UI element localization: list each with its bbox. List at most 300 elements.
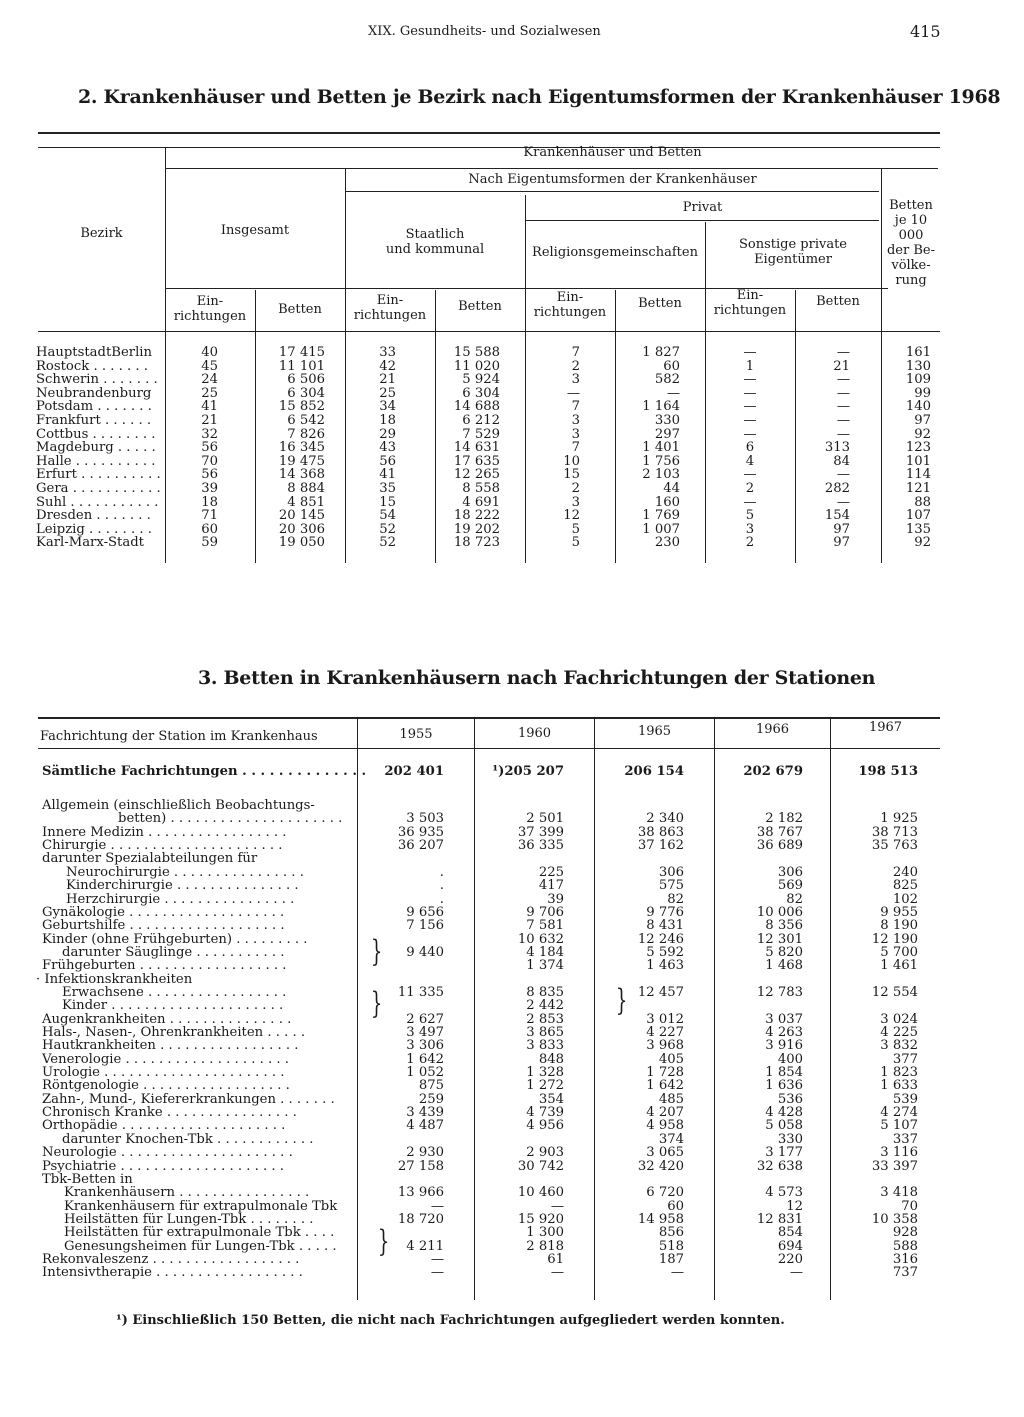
row-label: darunter Spezialabteilungen für bbox=[42, 851, 258, 867]
brace-icon: } bbox=[370, 934, 383, 969]
table-cell: 3 bbox=[571, 426, 580, 442]
table-cell: 7 156 bbox=[406, 918, 444, 934]
table-cell: 5 107 bbox=[880, 1118, 918, 1134]
table-cell: 3 833 bbox=[526, 1038, 564, 1054]
table-cell: 3 832 bbox=[880, 1038, 918, 1054]
table-cell: 71 bbox=[201, 508, 218, 524]
row-label: Kinder (ohne Frühgeburten) . . . . . . . . . bbox=[42, 931, 308, 947]
table-cell: 29 bbox=[379, 426, 396, 442]
table-cell: 154 bbox=[824, 508, 850, 524]
table-cell: 5 058 bbox=[765, 1118, 803, 1134]
table-cell: 36 335 bbox=[517, 838, 564, 853]
table-cell: 33 397 bbox=[871, 1158, 918, 1174]
table-cell: — bbox=[743, 494, 757, 510]
table-cell: 61 bbox=[547, 1251, 564, 1267]
table-cell: 15 bbox=[379, 494, 396, 510]
table-cell: 187 bbox=[658, 1251, 684, 1267]
table-cell: — bbox=[743, 399, 757, 415]
table-cell: 6 542 bbox=[287, 413, 325, 428]
table-cell: 12 246 bbox=[637, 931, 684, 947]
table-cell: 12 265 bbox=[453, 467, 500, 483]
t2-einr-header: Ein- richtungen bbox=[353, 293, 427, 323]
table-cell: 19 050 bbox=[278, 535, 325, 551]
page-number: 415 bbox=[910, 22, 941, 41]
table-cell: 92 bbox=[914, 535, 931, 551]
row-label: Neurologie . . . . . . . . . . . . . . . . . . . . . bbox=[42, 1145, 293, 1161]
row-label: betten) . . . . . . . . . . . . . . . . . . . . . bbox=[118, 811, 343, 827]
table-cell: 3 503 bbox=[406, 811, 444, 827]
table-cell: 875 bbox=[418, 1078, 444, 1094]
table-cell: 306 bbox=[777, 864, 803, 880]
table-cell: 1 272 bbox=[526, 1078, 564, 1094]
table-cell: 536 bbox=[777, 1091, 803, 1107]
table-cell: 1 636 bbox=[765, 1078, 803, 1094]
row-label: Potsdam . . . . . . . bbox=[36, 399, 152, 415]
table-cell: 2 bbox=[745, 481, 755, 496]
table-cell: 82 bbox=[667, 891, 684, 907]
row-label: Halle . . . . . . . . . . bbox=[36, 453, 156, 469]
table-cell: 15 bbox=[563, 467, 580, 483]
table-cell: 306 bbox=[658, 864, 684, 880]
table-cell: 45 bbox=[201, 358, 218, 374]
table-cell: 9 706 bbox=[526, 904, 564, 920]
table-cell: 3 bbox=[571, 413, 580, 428]
row-label: · Infektionskrankheiten bbox=[36, 971, 193, 987]
brace-icon: } bbox=[377, 1224, 390, 1259]
table-cell: 1 642 bbox=[406, 1051, 444, 1067]
table-cell: 1 bbox=[745, 358, 755, 374]
table-cell: 18 bbox=[379, 413, 396, 428]
table-cell: 6 720 bbox=[646, 1185, 684, 1201]
t3-year-1960: 1960 bbox=[517, 726, 552, 741]
row-label: Kinderchirurgie . . . . . . . . . . . . . . . bbox=[66, 878, 299, 894]
row-label: Rekonvaleszenz . . . . . . . . . . . . . . . . . . bbox=[42, 1251, 300, 1267]
table-cell: 1 374 bbox=[526, 958, 564, 974]
t2-betten-header: Betten bbox=[638, 296, 682, 311]
table-cell: 6 304 bbox=[462, 385, 500, 401]
table-cell: 5 bbox=[571, 521, 580, 537]
table-cell: 3 968 bbox=[646, 1038, 684, 1054]
table-cell: 1 769 bbox=[642, 508, 680, 524]
row-label: Herzchirurgie . . . . . . . . . . . . . . . . bbox=[66, 891, 295, 907]
row-label: Erwachsene . . . . . . . . . . . . . . . . . bbox=[62, 984, 287, 1000]
row-label: Frühgeburten . . . . . . . . . . . . . . . . . . bbox=[42, 958, 287, 974]
table-cell: 4 184 bbox=[526, 944, 564, 960]
table-cell: 3 bbox=[571, 494, 580, 510]
table-cell: — bbox=[666, 385, 680, 401]
table-cell: 4 bbox=[745, 453, 755, 469]
table-cell: 3 037 bbox=[765, 1011, 803, 1027]
row-label: Orthopädie . . . . . . . . . . . . . . . . . . . . bbox=[42, 1118, 286, 1134]
table-cell: 130 bbox=[905, 358, 931, 374]
table-cell: 4 739 bbox=[526, 1105, 564, 1120]
table-cell: 12 190 bbox=[871, 931, 918, 947]
table-cell: 35 763 bbox=[871, 838, 918, 853]
table-cell: 17 415 bbox=[278, 345, 325, 360]
table-cell: 2 930 bbox=[406, 1145, 444, 1161]
table-cell: 7 581 bbox=[526, 918, 564, 934]
table-cell: 3 306 bbox=[406, 1038, 444, 1054]
row-label: Urologie . . . . . . . . . . . . . . . . . . . . . . bbox=[42, 1065, 285, 1080]
table-cell: 20 145 bbox=[278, 508, 325, 524]
t2-privat-header: Privat bbox=[682, 200, 723, 215]
table-cell: 1 642 bbox=[646, 1078, 684, 1094]
table-cell: 40 bbox=[201, 345, 218, 360]
table-cell: 21 bbox=[201, 413, 218, 428]
row-label: Sämtliche Fachrichtungen . . . . . . . . . . . . . . bbox=[42, 764, 367, 779]
table-cell: 140 bbox=[905, 399, 931, 415]
table-cell: 56 bbox=[201, 440, 218, 456]
table2-title: 2. Krankenhäuser und Betten je Bezirk nach Eigentumsformen der Krankenhäuser 1968 bbox=[78, 86, 1001, 108]
table-cell: 2 bbox=[571, 358, 580, 374]
table-cell: 7 826 bbox=[287, 426, 325, 442]
table-cell: 10 006 bbox=[756, 904, 803, 920]
table-cell: 107 bbox=[905, 508, 931, 524]
table-cell: 405 bbox=[658, 1051, 684, 1067]
table-cell: 316 bbox=[892, 1251, 918, 1267]
table-cell: 102 bbox=[892, 891, 918, 907]
t2-sonstige-header: Sonstige private Eigentümer bbox=[738, 237, 847, 267]
table-cell: — bbox=[430, 1265, 444, 1281]
row-label: Neubrandenburg bbox=[36, 385, 152, 401]
t2-betten-je-header: Betten je 10 000 der Be- völke- rung bbox=[886, 198, 935, 288]
t3-year-1955: 1955 bbox=[399, 727, 433, 742]
table-cell: 337 bbox=[892, 1131, 918, 1147]
table-cell: 2 627 bbox=[406, 1011, 444, 1027]
table-cell: 3 418 bbox=[880, 1185, 918, 1201]
table-cell: — bbox=[836, 467, 850, 483]
table-cell: 41 bbox=[201, 399, 218, 415]
table-cell: 3 bbox=[745, 521, 755, 537]
table-cell: 4 956 bbox=[526, 1118, 564, 1134]
table-cell: — bbox=[430, 1198, 444, 1214]
table-cell: 10 bbox=[563, 453, 580, 469]
table-cell: 161 bbox=[905, 345, 931, 360]
table-cell: 52 bbox=[379, 521, 396, 537]
table-cell: 41 bbox=[379, 467, 396, 483]
table-cell: 3 865 bbox=[526, 1025, 564, 1040]
table-cell: 25 bbox=[201, 385, 218, 401]
t3-year-1966: 1966 bbox=[755, 722, 790, 737]
table-cell: 5 700 bbox=[880, 944, 918, 960]
table-cell: 37 399 bbox=[517, 824, 564, 840]
table-cell: 3 065 bbox=[646, 1145, 684, 1161]
row-label: Tbk-Betten in bbox=[42, 1171, 133, 1187]
table-cell: 4 211 bbox=[406, 1238, 444, 1254]
table-cell: 330 bbox=[777, 1131, 803, 1147]
table-cell: — bbox=[566, 385, 580, 401]
row-label: Leipzig . . . . . . . . bbox=[36, 521, 152, 537]
t3-year-1967: 1967 bbox=[868, 720, 903, 735]
table-cell: — bbox=[836, 372, 850, 388]
table-cell: 32 420 bbox=[637, 1158, 684, 1174]
table-cell: 230 bbox=[654, 535, 680, 551]
table-cell: 70 bbox=[901, 1198, 918, 1214]
table-cell: 35 bbox=[379, 481, 396, 496]
t2-nach-header: Nach Eigentumsformen der Krankenhäuser bbox=[468, 172, 757, 187]
table-cell: — bbox=[836, 426, 850, 442]
table-cell: 1 854 bbox=[765, 1065, 803, 1080]
table-cell: 1 633 bbox=[880, 1078, 918, 1094]
table-cell: 32 bbox=[201, 426, 218, 442]
table-cell: 6 212 bbox=[462, 413, 500, 428]
table-cell: 12 457 bbox=[637, 984, 684, 1000]
table-cell: 109 bbox=[905, 372, 931, 388]
table-cell: 5 924 bbox=[462, 372, 500, 388]
table-cell: 11 335 bbox=[397, 984, 444, 1000]
table-cell: 160 bbox=[654, 494, 680, 510]
table-cell: 377 bbox=[892, 1051, 918, 1067]
row-label: Gynäkologie . . . . . . . . . . . . . . . . . . . bbox=[42, 904, 285, 920]
table-cell: 4 263 bbox=[765, 1025, 803, 1040]
table-cell: 56 bbox=[379, 453, 396, 469]
table-cell: 3 bbox=[571, 372, 580, 388]
table-cell: 206 154 bbox=[624, 764, 684, 779]
table-cell: 84 bbox=[833, 453, 850, 469]
table-cell: 220 bbox=[777, 1251, 803, 1267]
table-cell: 70 bbox=[201, 453, 218, 469]
table-cell: 4 851 bbox=[287, 494, 325, 510]
table-cell: 1 463 bbox=[646, 958, 684, 974]
table-cell: 36 935 bbox=[397, 824, 444, 840]
table-cell: — bbox=[836, 385, 850, 401]
row-label: Schwerin . . . . . . . bbox=[36, 372, 158, 388]
brace-icon: } bbox=[615, 983, 628, 1018]
table-cell: 4 691 bbox=[462, 494, 500, 510]
t2-betten-header: Betten bbox=[816, 294, 860, 309]
table-cell: 19 202 bbox=[453, 521, 500, 537]
table-cell: 12 554 bbox=[871, 984, 918, 1000]
row-label: Gera . . . . . . . . . . . bbox=[36, 481, 161, 496]
table-cell: 202 401 bbox=[384, 764, 444, 779]
table-cell: 1 052 bbox=[406, 1065, 444, 1080]
table-cell: . bbox=[439, 878, 444, 894]
table-cell: 18 720 bbox=[397, 1211, 444, 1227]
row-label: Innere Medizin . . . . . . . . . . . . . . . . . bbox=[42, 824, 287, 840]
table-cell: 44 bbox=[663, 481, 680, 496]
table-cell: 854 bbox=[777, 1225, 803, 1241]
row-label: Röntgenologie . . . . . . . . . . . . . . . . . . bbox=[42, 1078, 290, 1094]
row-label: Cottbus . . . . . . . . bbox=[36, 426, 156, 442]
table-cell: 1 461 bbox=[880, 958, 918, 974]
row-label: Krankenhäusern . . . . . . . . . . . . . . . . bbox=[64, 1185, 310, 1201]
table-cell: 20 306 bbox=[278, 521, 325, 537]
row-label: Rostock . . . . . . . bbox=[36, 358, 148, 374]
row-label: HauptstadtBerlin bbox=[36, 345, 152, 360]
table-cell: — bbox=[836, 399, 850, 415]
table-cell: 1 823 bbox=[880, 1065, 918, 1080]
table-cell: 97 bbox=[833, 535, 850, 551]
table-cell: 417 bbox=[538, 878, 564, 894]
row-label: Psychiatrie . . . . . . . . . . . . . . . . . . . . bbox=[42, 1158, 284, 1174]
table-cell: — bbox=[836, 345, 850, 360]
table-cell: 18 bbox=[201, 494, 218, 510]
row-label: Suhl . . . . . . . . . . . bbox=[36, 494, 159, 510]
table-cell: 1 328 bbox=[526, 1065, 564, 1080]
table-cell: — bbox=[670, 1265, 684, 1281]
row-label: darunter Säuglinge . . . . . . . . . . . bbox=[62, 944, 285, 960]
table-cell: 2 818 bbox=[526, 1238, 564, 1254]
row-label: Intensivtherapie . . . . . . . . . . . . . . . . . . bbox=[42, 1265, 303, 1281]
table-cell: 88 bbox=[914, 494, 931, 510]
table-cell: 38 767 bbox=[756, 824, 803, 840]
table-cell: 18 723 bbox=[453, 535, 500, 551]
table-cell: 2 103 bbox=[642, 467, 680, 483]
table-cell: 60 bbox=[667, 1198, 684, 1214]
row-label: Augenkrankheiten . . . . . . . . . . . . . . . bbox=[42, 1011, 292, 1027]
table-cell: 7 bbox=[571, 345, 580, 360]
table-cell: 1 007 bbox=[642, 521, 680, 537]
table-cell: 37 162 bbox=[637, 838, 684, 853]
table-cell: 6 506 bbox=[287, 372, 325, 388]
table-cell: — bbox=[743, 467, 757, 483]
table-cell: 5 bbox=[571, 535, 580, 551]
table-cell: 6 304 bbox=[287, 385, 325, 401]
table-cell: 2 bbox=[745, 535, 755, 551]
row-label: Chirurgie . . . . . . . . . . . . . . . . . . . . . bbox=[42, 838, 283, 853]
table-cell: 259 bbox=[418, 1091, 444, 1107]
row-label: Geburtshilfe . . . . . . . . . . . . . . . . . . . bbox=[42, 918, 285, 934]
table-cell: 737 bbox=[892, 1265, 918, 1281]
table-cell: 5 592 bbox=[646, 944, 684, 960]
table-cell: 36 207 bbox=[397, 838, 444, 853]
table-cell: 12 831 bbox=[756, 1211, 803, 1227]
table-cell: 198 513 bbox=[858, 764, 918, 779]
table-cell: — bbox=[743, 385, 757, 401]
row-label: Allgemein (einschließlich Beobachtungs- bbox=[42, 798, 315, 813]
row-label: Chronisch Kranke . . . . . . . . . . . . . . . . bbox=[42, 1105, 297, 1120]
table-cell: 2 501 bbox=[526, 811, 564, 827]
table-cell: 2 340 bbox=[646, 811, 684, 827]
table-cell: 33 bbox=[379, 345, 396, 360]
table-cell: 518 bbox=[658, 1238, 684, 1254]
table-cell: 9 440 bbox=[406, 944, 444, 960]
table-cell: 297 bbox=[654, 426, 680, 442]
table-cell: 485 bbox=[658, 1091, 684, 1107]
table-cell: 17 635 bbox=[453, 453, 500, 469]
table-cell: 582 bbox=[654, 372, 680, 388]
table-cell: — bbox=[743, 413, 757, 428]
table-cell: 8 884 bbox=[287, 481, 325, 496]
table-cell: 38 863 bbox=[637, 824, 684, 840]
table-cell: 575 bbox=[658, 878, 684, 894]
table-cell: 3 024 bbox=[880, 1011, 918, 1027]
table-cell: 12 bbox=[563, 508, 580, 524]
table3-footnote: ¹) Einschließlich 150 Betten, die nicht nach Fachrichtungen aufgegliedert werden konnten. bbox=[116, 1313, 785, 1328]
table-cell: 928 bbox=[892, 1225, 918, 1241]
table-cell: 588 bbox=[892, 1238, 918, 1254]
table-cell: 330 bbox=[654, 413, 680, 428]
table-cell: 202 679 bbox=[743, 764, 803, 779]
table-cell: 4 207 bbox=[646, 1105, 684, 1120]
t2-religion-header: Religionsgemeinschaften bbox=[532, 245, 698, 260]
table-cell: 99 bbox=[914, 385, 931, 401]
row-label: Genesungsheimen für Lungen-Tbk . . . . . bbox=[64, 1238, 337, 1254]
table-cell: 34 bbox=[379, 399, 396, 415]
row-label: darunter Knochen-Tbk . . . . . . . . . . . . bbox=[62, 1131, 314, 1147]
table-cell: 27 158 bbox=[397, 1158, 444, 1174]
table-cell: 8 431 bbox=[646, 918, 684, 934]
table-cell: 10 460 bbox=[517, 1185, 564, 1201]
row-label: Neurochirurgie . . . . . . . . . . . . . . . . bbox=[66, 864, 304, 880]
running-head: XIX. Gesundheits- und Sozialwesen bbox=[368, 24, 601, 39]
table-cell: 2 bbox=[571, 481, 580, 496]
table-cell: 5 820 bbox=[765, 944, 803, 960]
table-cell: — bbox=[836, 494, 850, 510]
table3-title: 3. Betten in Krankenhäusern nach Fachrichtungen der Stationen bbox=[198, 667, 876, 689]
table-cell: 101 bbox=[905, 453, 931, 469]
brace-icon: } bbox=[370, 986, 383, 1021]
table-cell: 1 756 bbox=[642, 453, 680, 469]
row-label: Zahn-, Mund-, Kiefererkrankungen . . . . . . . bbox=[42, 1091, 335, 1107]
table-cell: 14 368 bbox=[278, 467, 325, 483]
table-cell: ¹)205 207 bbox=[492, 764, 564, 779]
table-cell: 4 428 bbox=[765, 1105, 803, 1120]
table-cell: 10 358 bbox=[871, 1211, 918, 1227]
table-cell: 56 bbox=[201, 467, 218, 483]
table-cell: 539 bbox=[892, 1091, 918, 1107]
table-cell: 32 638 bbox=[756, 1158, 803, 1174]
table-cell: 39 bbox=[201, 481, 218, 496]
table-cell: 15 920 bbox=[517, 1211, 564, 1227]
table-cell: 42 bbox=[379, 358, 396, 374]
t3-label-header: Fachrichtung der Station im Krankenhaus bbox=[40, 729, 318, 744]
table-cell: 9 776 bbox=[646, 904, 684, 920]
t2-betten-header: Betten bbox=[278, 302, 322, 317]
row-label: Erfurt . . . . . . . . . . bbox=[36, 467, 161, 483]
table-cell: 313 bbox=[824, 440, 850, 456]
table-cell: 39 bbox=[547, 891, 564, 907]
table-cell: 694 bbox=[777, 1238, 803, 1254]
table-cell: 15 588 bbox=[453, 345, 500, 360]
table-cell: 4 274 bbox=[880, 1105, 918, 1120]
row-label: Heilstätten für extrapulmonale Tbk . . . . bbox=[64, 1225, 335, 1241]
table-cell: 3 497 bbox=[406, 1025, 444, 1040]
table-cell: 8 356 bbox=[765, 918, 803, 934]
t2-staatlich-header: Staatlich und kommunal bbox=[385, 227, 485, 257]
table-cell: 3 439 bbox=[406, 1105, 444, 1120]
table-cell: 6 bbox=[745, 440, 755, 456]
table-cell: 1 468 bbox=[765, 958, 803, 974]
table-cell: 4 227 bbox=[646, 1025, 684, 1040]
table-cell: 18 222 bbox=[453, 508, 500, 524]
table-cell: 13 966 bbox=[397, 1185, 444, 1201]
table-cell: 97 bbox=[914, 413, 931, 428]
table-cell: 3 012 bbox=[646, 1011, 684, 1027]
row-label: Hautkrankheiten . . . . . . . . . . . . . . . . . bbox=[42, 1038, 299, 1054]
table-cell: 3 177 bbox=[765, 1145, 803, 1161]
table-cell: 60 bbox=[201, 521, 218, 537]
table-cell: 569 bbox=[777, 878, 803, 894]
table-cell: 225 bbox=[538, 864, 564, 880]
table-cell: 14 688 bbox=[453, 399, 500, 415]
t2-insgesamt-header: Insgesamt bbox=[220, 223, 290, 238]
table-cell: 10 632 bbox=[517, 931, 564, 947]
table-cell: — bbox=[550, 1265, 564, 1281]
table-cell: 1 728 bbox=[646, 1065, 684, 1080]
table-cell: 12 301 bbox=[756, 931, 803, 947]
table-cell: 4 225 bbox=[880, 1025, 918, 1040]
table-cell: 2 853 bbox=[526, 1011, 564, 1027]
table-cell: 114 bbox=[905, 467, 931, 483]
table-cell: 2 442 bbox=[526, 998, 564, 1014]
table-cell: — bbox=[550, 1198, 564, 1214]
table-cell: 97 bbox=[833, 521, 850, 537]
table-cell: 14 631 bbox=[453, 440, 500, 456]
row-label: Frankfurt . . . . . . bbox=[36, 413, 152, 428]
table-cell: 11 020 bbox=[453, 358, 500, 374]
table-cell: 43 bbox=[379, 440, 396, 456]
